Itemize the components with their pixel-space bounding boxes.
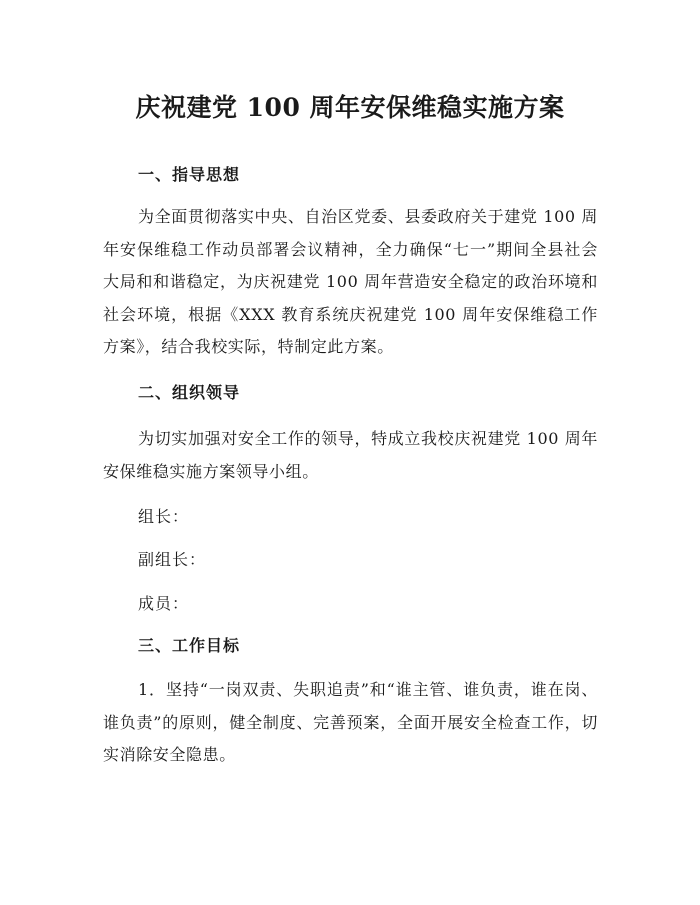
- role-members: 成员：: [138, 594, 190, 613]
- role-leader: 组长：: [138, 507, 190, 526]
- section-heading-work-goals: 三、工作目标: [138, 636, 241, 655]
- document-title: 庆祝建党 100 周年安保维稳实施方案: [135, 93, 565, 122]
- section-paragraph-organization: 为切实加强对安全工作的领导，特成立我校庆祝建党 100 周年安保维稳实施方案领导小组。: [103, 429, 598, 481]
- role-deputy-leader: 副组长：: [138, 550, 207, 569]
- section-heading-guiding-ideology: 一、指导思想: [138, 165, 241, 184]
- section-paragraph-guiding-ideology: 为全面贯彻落实中央、自治区党委、县委政府关于建党 100 周年安保维稳工作动员部署会议精神，全力确保“七一”期间全县社会大局和和谐稳定，为庆祝建党 100 周年营造安全稳定的政治环境和社会环境，根据《XXX 教育系统庆祝建党 100 周年安保维稳工作方案》，结合我校实际，特制定此方案。: [103, 207, 598, 357]
- section-paragraph-work-goals: 1．坚持“一岗双责、失职追责”和“谁主管、谁负责，谁在岗、谁负责”的原则，健全制度、完善预案，全面开展安全检查工作，切实消除安全隐患。: [103, 680, 598, 765]
- section-heading-organization: 二、组织领导: [138, 383, 241, 402]
